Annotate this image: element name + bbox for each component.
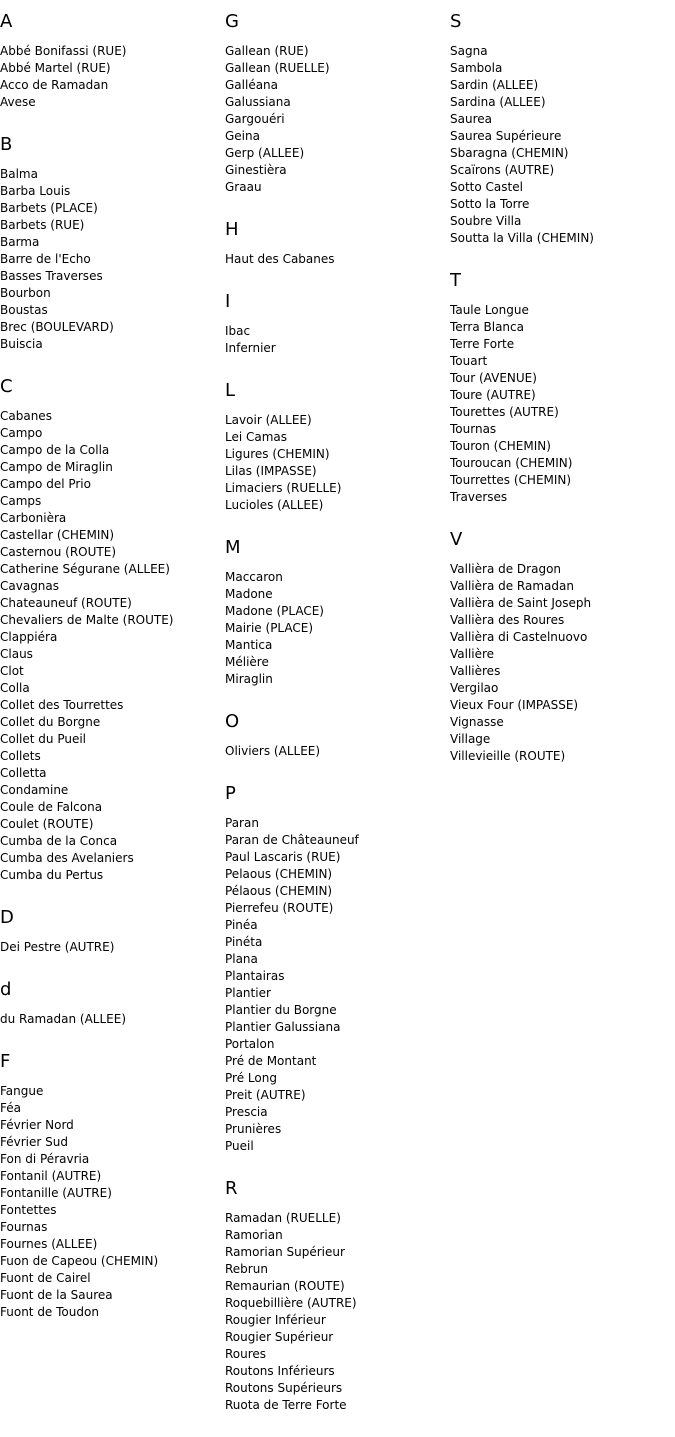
- street-name: Vieux Four (IMPASSE): [450, 698, 579, 712]
- street-name: Lavoir (ALLEE): [225, 413, 312, 427]
- street-name: Sotto la Torre: [450, 197, 530, 211]
- street-name: Limaciers (RUELLE): [225, 481, 342, 495]
- street-name: Vallièra de Saint Joseph: [450, 596, 592, 610]
- letter-heading: H: [225, 219, 239, 240]
- letter-heading: A: [0, 11, 13, 32]
- street-list: [225, 251, 447, 268]
- letter-section: [225, 380, 447, 514]
- street-name: Tourrettes (CHEMIN): [450, 473, 572, 487]
- street-name: Ramorian: [225, 1228, 283, 1242]
- street-name: Coulet (ROUTE): [0, 817, 94, 831]
- street-name: Rougier Inférieur: [225, 1313, 326, 1327]
- street-name: Villevieille (ROUTE): [450, 749, 566, 763]
- street-list: [225, 743, 447, 760]
- letter-heading: P: [225, 783, 236, 804]
- street-name: Sardina (ALLEE): [450, 95, 546, 109]
- street-name: Camps: [0, 494, 42, 508]
- street-name: Balma: [0, 167, 38, 181]
- letter-section: [450, 270, 672, 506]
- street-name: Fournas: [0, 1220, 48, 1234]
- street-name: Toure (AUTRE): [450, 388, 536, 402]
- street-name: Campo: [0, 426, 43, 440]
- street-name: Madone: [225, 587, 273, 601]
- street-name: Mantica: [225, 638, 273, 652]
- street-name: Haut des Cabanes: [225, 252, 335, 266]
- street-name: Terre Forte: [450, 337, 515, 351]
- street-name: Mélière: [225, 655, 269, 669]
- street-index-column-2: [225, 11, 447, 1414]
- street-name: Chateauneuf (ROUTE): [0, 596, 132, 610]
- street-name: Touroucan (CHEMIN): [450, 456, 573, 470]
- street-name: Vallièra de Dragon: [450, 562, 562, 576]
- letter-heading: F: [0, 1051, 11, 1072]
- street-name: Saurea Supérieure: [450, 129, 562, 143]
- street-name: Vergilao: [450, 681, 499, 695]
- street-name: Routons Inférieurs: [225, 1364, 335, 1378]
- street-name: Plantier Galussiana: [225, 1020, 341, 1034]
- street-name: Abbé Martel (RUE): [0, 61, 111, 75]
- street-index-column-3: [450, 11, 672, 765]
- street-name: Vignasse: [450, 715, 504, 729]
- street-name: Colla: [0, 681, 30, 695]
- street-name: Traverses: [450, 490, 508, 504]
- street-name: Prunières: [225, 1122, 282, 1136]
- street-name: Touart: [450, 354, 488, 368]
- street-name: Ruota de Terre Forte: [225, 1398, 347, 1412]
- street-name: Cavagnas: [0, 579, 60, 593]
- street-name: Tournas: [450, 422, 497, 436]
- street-name: Basses Traverses: [0, 269, 103, 283]
- letter-section: [225, 783, 447, 1155]
- street-name: Cabanes: [0, 409, 52, 423]
- street-name: Pré Long: [225, 1071, 277, 1085]
- street-name: Carbonièra: [0, 511, 67, 525]
- street-name: Brec (BOULEVARD): [0, 320, 114, 334]
- street-list: [0, 939, 222, 956]
- letter-section: [225, 537, 447, 688]
- street-name: Plantier: [225, 986, 271, 1000]
- street-name: Fuont de Cairel: [0, 1271, 91, 1285]
- street-name: Madone (PLACE): [225, 604, 324, 618]
- letter-section: [225, 291, 447, 357]
- street-name: Pueil: [225, 1139, 254, 1153]
- street-name: Galléana: [225, 78, 279, 92]
- street-name: Taule Longue: [450, 303, 529, 317]
- street-name: Geina: [225, 129, 260, 143]
- letter-heading: d: [0, 979, 12, 1000]
- letter-heading: R: [225, 1178, 238, 1199]
- street-name: Plantairas: [225, 969, 285, 983]
- street-name: Mairie (PLACE): [225, 621, 314, 635]
- street-name: Rougier Supérieur: [225, 1330, 334, 1344]
- street-name: Campo de Miraglin: [0, 460, 113, 474]
- street-name: Collet du Borgne: [0, 715, 101, 729]
- street-name: Collet des Tourrettes: [0, 698, 124, 712]
- street-list: [450, 43, 672, 247]
- street-name: Pélaous (CHEMIN): [225, 884, 333, 898]
- letter-heading: L: [225, 380, 236, 401]
- street-name: Vallièra des Roures: [450, 613, 565, 627]
- letter-heading: O: [225, 711, 240, 732]
- letter-section: [225, 1178, 447, 1414]
- street-name: Fontettes: [0, 1203, 57, 1217]
- street-name: Graau: [225, 180, 262, 194]
- street-name: Infernier: [225, 341, 276, 355]
- street-name: Paran: [225, 816, 259, 830]
- street-name: Buiscia: [0, 337, 43, 351]
- street-name: Féa: [0, 1101, 21, 1115]
- street-name: du Ramadan (ALLEE): [0, 1012, 127, 1026]
- street-name: Village: [450, 732, 491, 746]
- street-name: Claus: [0, 647, 33, 661]
- street-name: Touron (CHEMIN): [450, 439, 551, 453]
- street-name: Barre de l'Echo: [0, 252, 91, 266]
- street-name: Catherine Ségurane (ALLEE): [0, 562, 170, 576]
- street-name: Pinéta: [225, 935, 263, 949]
- street-name: Clot: [0, 664, 24, 678]
- street-name: Galussiana: [225, 95, 291, 109]
- street-list: [225, 412, 447, 514]
- street-name: Plantier du Borgne: [225, 1003, 337, 1017]
- street-name: Castellar (CHEMIN): [0, 528, 115, 542]
- street-name: Cumba des Avelaniers: [0, 851, 134, 865]
- street-name: Février Nord: [0, 1118, 74, 1132]
- street-list: [0, 43, 222, 111]
- street-name: Fangue: [0, 1084, 44, 1098]
- letter-section: [450, 11, 672, 247]
- street-name: Cumba du Pertus: [0, 868, 104, 882]
- street-name: Abbé Bonifassi (RUE): [0, 44, 127, 58]
- street-name: Barma: [0, 235, 40, 249]
- street-name: Bourbon: [0, 286, 51, 300]
- letter-section: [0, 134, 222, 353]
- street-list: [225, 43, 447, 196]
- letter-section: [0, 907, 222, 956]
- street-name: Pinéa: [225, 918, 258, 932]
- street-name: Avese: [0, 95, 36, 109]
- street-name: Lei Camas: [225, 430, 288, 444]
- street-name: Dei Pestre (AUTRE): [0, 940, 115, 954]
- street-name: Campo de la Colla: [0, 443, 110, 457]
- street-name: Clappiéra: [0, 630, 58, 644]
- street-name: Paul Lascaris (RUE): [225, 850, 341, 864]
- street-name: Pelaous (CHEMIN): [225, 867, 333, 881]
- street-name: Pierrefeu (ROUTE): [225, 901, 334, 915]
- street-list: [225, 569, 447, 688]
- street-name: Remaurian (ROUTE): [225, 1279, 345, 1293]
- street-name: Barbets (RUE): [0, 218, 85, 232]
- street-list: [225, 815, 447, 1155]
- street-name: Plana: [225, 952, 258, 966]
- street-name: Barbets (PLACE): [0, 201, 98, 215]
- street-name: Roures: [225, 1347, 267, 1361]
- street-name: Ramadan (RUELLE): [225, 1211, 341, 1225]
- street-name: Fuont de la Saurea: [0, 1288, 113, 1302]
- letter-section: [225, 11, 447, 196]
- street-name: Sagna: [450, 44, 488, 58]
- letter-section: [450, 529, 672, 765]
- street-name: Preit (AUTRE): [225, 1088, 306, 1102]
- street-name: Roquebillière (AUTRE): [225, 1296, 357, 1310]
- street-index-column-1: [0, 11, 222, 1321]
- street-name: Fuon de Capeou (CHEMIN): [0, 1254, 159, 1268]
- street-name: Miraglin: [225, 672, 273, 686]
- street-name: Ginestièra: [225, 163, 287, 177]
- letter-section: [225, 219, 447, 268]
- street-name: Vallièra di Castelnuovo: [450, 630, 588, 644]
- street-name: Fuont de Toudon: [0, 1305, 99, 1319]
- street-name: Février Sud: [0, 1135, 68, 1149]
- street-name: Maccaron: [225, 570, 283, 584]
- street-name: Prescia: [225, 1105, 268, 1119]
- street-name: Fournes (ALLEE): [0, 1237, 98, 1251]
- letter-heading: G: [225, 11, 239, 32]
- street-list: [450, 302, 672, 506]
- street-name: Saurea: [450, 112, 492, 126]
- street-name: Colletta: [0, 766, 47, 780]
- street-name: Gallean (RUE): [225, 44, 309, 58]
- street-name: Fontanille (AUTRE): [0, 1186, 112, 1200]
- street-name: Vallière: [450, 647, 495, 661]
- street-name: Boustas: [0, 303, 48, 317]
- street-list: [0, 166, 222, 353]
- street-name: Soubre Villa: [450, 214, 522, 228]
- street-name: Portalon: [225, 1037, 275, 1051]
- street-name: Soutta la Villa (CHEMIN): [450, 231, 594, 245]
- street-name: Ramorian Supérieur: [225, 1245, 345, 1259]
- street-name: Ligures (CHEMIN): [225, 447, 330, 461]
- street-name: Pré de Montant: [225, 1054, 317, 1068]
- street-name: Vallières: [450, 664, 501, 678]
- street-name: Scaïrons (AUTRE): [450, 163, 555, 177]
- street-name: Sambola: [450, 61, 503, 75]
- street-name: Collet du Pueil: [0, 732, 87, 746]
- street-list: [0, 1083, 222, 1321]
- street-name: Acco de Ramadan: [0, 78, 109, 92]
- street-name: Ibac: [225, 324, 251, 338]
- street-list: [450, 561, 672, 765]
- letter-heading: I: [225, 291, 231, 312]
- street-name: Routons Supérieurs: [225, 1381, 343, 1395]
- street-name: Barba Louis: [0, 184, 71, 198]
- street-name: Chevaliers de Malte (ROUTE): [0, 613, 174, 627]
- letter-section: [0, 376, 222, 884]
- street-name: Oliviers (ALLEE): [225, 744, 321, 758]
- street-name: Vallièra de Ramadan: [450, 579, 574, 593]
- street-name: Lucioles (ALLEE): [225, 498, 324, 512]
- street-name: Fon di Péravria: [0, 1152, 90, 1166]
- letter-heading: T: [450, 270, 461, 291]
- street-name: Sotto Castel: [450, 180, 523, 194]
- street-name: Sardin (ALLEE): [450, 78, 539, 92]
- street-name: Casternou (ROUTE): [0, 545, 117, 559]
- street-name: Gargouéri: [225, 112, 285, 126]
- street-list: [0, 408, 222, 884]
- street-name: Rebrun: [225, 1262, 268, 1276]
- letter-section: [0, 11, 222, 111]
- street-name: Sbaragna (CHEMIN): [450, 146, 569, 160]
- letter-section: [0, 979, 222, 1028]
- letter-heading: V: [450, 529, 463, 550]
- street-name: Gallean (RUELLE): [225, 61, 330, 75]
- street-name: Tour (AVENUE): [450, 371, 537, 385]
- street-list: [0, 1011, 222, 1028]
- letter-heading: S: [450, 11, 462, 32]
- letter-heading: M: [225, 537, 241, 558]
- street-name: Gerp (ALLEE): [225, 146, 305, 160]
- street-name: Lilas (IMPASSE): [225, 464, 317, 478]
- street-name: Collets: [0, 749, 41, 763]
- street-name: Paran de Châteauneuf: [225, 833, 359, 847]
- street-name: Campo del Prio: [0, 477, 91, 491]
- letter-section: [225, 711, 447, 760]
- street-name: Tourettes (AUTRE): [450, 405, 559, 419]
- street-name: Terra Blanca: [450, 320, 524, 334]
- street-name: Cumba de la Conca: [0, 834, 118, 848]
- letter-heading: D: [0, 907, 14, 928]
- letter-heading: B: [0, 134, 13, 155]
- street-list: [225, 323, 447, 357]
- street-list: [225, 1210, 447, 1414]
- letter-section: [0, 1051, 222, 1321]
- street-name: Fontanil (AUTRE): [0, 1169, 102, 1183]
- street-name: Condamine: [0, 783, 69, 797]
- street-name: Coule de Falcona: [0, 800, 103, 814]
- letter-heading: C: [0, 376, 13, 397]
